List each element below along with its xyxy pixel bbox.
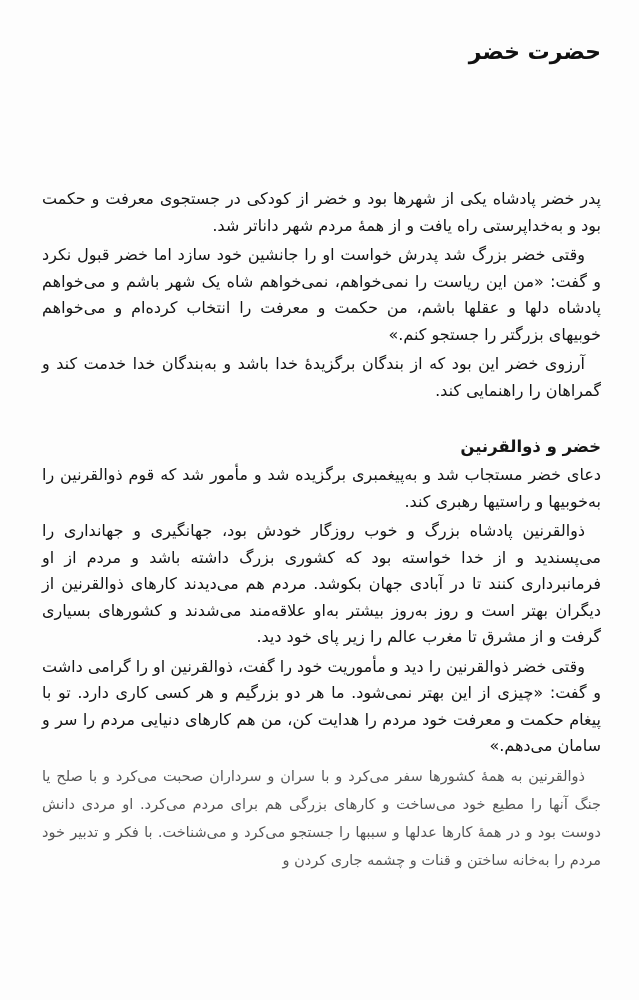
paragraph-zulqarnain-1: دعای خضر مستجاب شد و به‌پیغمبری برگزیده شد و مأمور شد که قوم ذوالقرنین را به‌خوبیها و راستیها رهبری کند. — [42, 465, 601, 511]
page-title: حضرت خضر — [468, 40, 601, 65]
paragraph-intro-2: وقتی خضر بزرگ شد پدرش خواست او را جانشین خود سازد اما خضر قبول نکرد و گفت: «من این ریاست را نمی‌خواهم، نمی‌خواهم شاه یک شهر باشم و می‌خواهم پادشاه دلها و عقلها باشم، من حکمت و معرفت را انتخاب کرده‌ام و می‌خواهم خوبیهای بزرگتر را جستجو کنم.» — [42, 245, 601, 344]
paragraph-zulqarnain-4: ذوالقرنین به همهٔ کشورها سفر می‌کرد و با سران و سرداران صحبت می‌کرد و با صلح یا جنگ آنها را مطیع خود می‌ساخت و کارهای بزرگی هم برای مردم می‌کرد. او مردی دانش دوست بود و در همهٔ کارها عدلها و سببها را جستجو می‌کرد و می‌شناخت. با فکر و تدبیر خود مردم را به‌خانه ساختن و قنات و چشمه جاری کردن و — [42, 768, 601, 869]
section-heading-zulqarnain: خضر و ذوالقرنین — [460, 437, 601, 456]
paragraph-intro-1: پدر خضر پادشاه یکی از شهرها بود و خضر از کودکی در جستجوی معرفت و حکمت بود و به‌خداپرستی راه یافت و از همهٔ مردم شهر داناتر شد. — [42, 189, 601, 235]
paragraph-zulqarnain-3: وقتی خضر ذوالقرنین را دید و مأموریت خود را گفت، ذوالقرنین او را گرامی داشت و گفت: «چیزی از این بهتر نمی‌شود. ما هر دو بزرگیم و هر کسی کاری دارد. تو با پیغام حکمت و معرفت خود مردم را هدایت کن، من هم کارهای دنیایی مردم را سر و سامان می‌دهم.» — [42, 656, 601, 755]
paragraph-intro-3: آرزوی خضر این بود که از بندگان برگزیدهٔ خدا باشد و به‌بندگان خدا خدمت کند و گمراهان را راهنمایی کند. — [42, 354, 601, 400]
page-body — [42, 186, 601, 878]
paragraph-zulqarnain-2: ذوالقرنین پادشاه بزرگ و خوب روزگار خودش بود، جهانگیری و جهانداری را می‌پسندید و از خدا خواسته بود که کشوری بزرگ داشته باشد و مردم از او فرمانبرداری کنند تا در آبادی جهان بکوشد. مردم هم می‌دیدند کارهای ذوالقرنین از دیگران بهتر است و روز به‌روز بیشتر به‌او علاقه‌مند می‌شدند و کشورهای بسیاری گرفت و از مشرق تا مغرب عالم را زیر پای خود دید. — [42, 521, 601, 646]
